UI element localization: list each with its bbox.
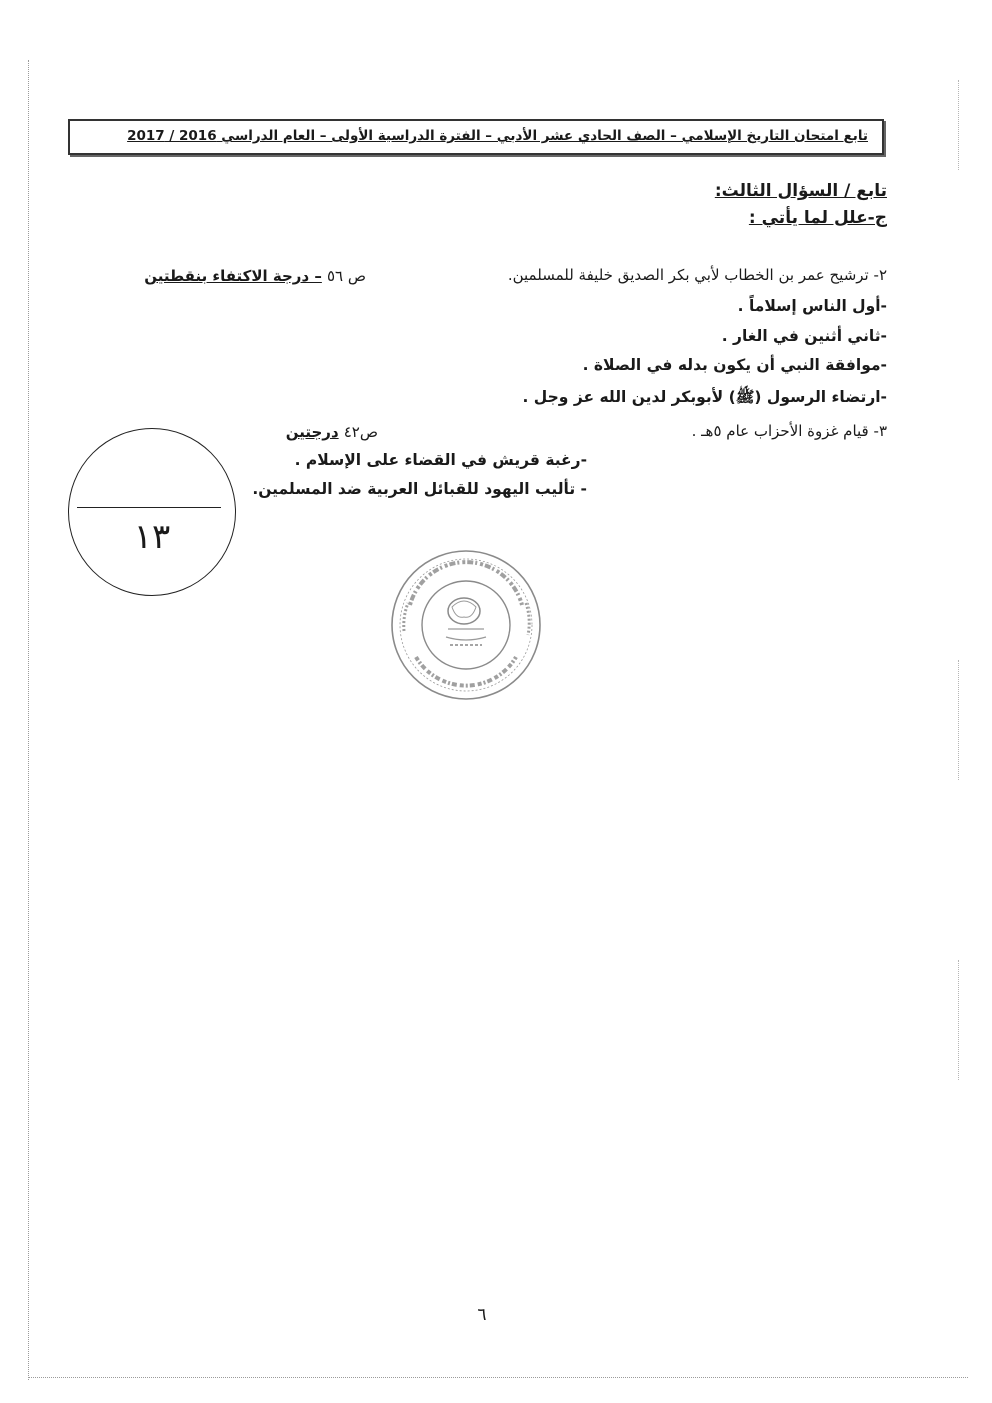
item-2-point-4: -ارتضاء الرسول (ﷺ) لأبوبكر لدين الله عز وجل . (522, 388, 887, 406)
item-2-ref-row (144, 266, 366, 285)
item-2-page-ref: ص ٥٦ (326, 267, 366, 285)
item-2-point-2: -ثاني أثنين في الغار . (721, 327, 887, 345)
score-value: ١٣ (133, 517, 171, 557)
score-divider (77, 507, 221, 508)
exam-header-title: تابع امتحان التاريخ الإسلامي – الصف الحادي عشر الأدبي – الفترة الدراسية الأولى – العام الدراسي 2016 / 2017 (127, 128, 868, 144)
scan-mark-right-1 (958, 80, 959, 170)
scan-border-bottom (28, 1377, 968, 1378)
item-3-point-2: - تأليب اليهود للقبائل العربية ضد المسلمين. (252, 480, 587, 498)
exam-header-box (68, 119, 884, 155)
item-2-point-1: -أول الناس إسلاماً . (737, 297, 887, 315)
question-title: تابع / السؤال الثالث: (714, 181, 887, 201)
item-2-number: ٢- (873, 266, 887, 284)
item-2-text: ترشيح عمر بن الخطاب لأبي بكر الصديق خليفة للمسلمين. (507, 266, 869, 284)
item-2-point-3: -موافقة النبي أن يكون بدله في الصلاة . (582, 356, 887, 374)
item-3-text: قيام غزوة الأحزاب عام ٥هـ . (691, 422, 869, 440)
score-circle (68, 428, 236, 596)
scan-mark-right-2 (958, 660, 959, 780)
question-subtitle: ج-علل لما يأتي : (748, 208, 887, 228)
item-3-number: ٣- (873, 422, 887, 440)
item-3-ref-row (286, 422, 378, 441)
scan-border-left (28, 60, 29, 1380)
item-3-point-1: -رغبة قريش في القضاء على الإسلام . (294, 451, 587, 469)
item-3-grade: درجتين (285, 423, 339, 441)
item-2-grade: – درجة الاكتفاء بنقطتين (144, 267, 322, 285)
item-2-row (508, 266, 887, 284)
item-3-row (692, 422, 887, 440)
page-number: ٦ (477, 1305, 487, 1325)
school-seal-stamp (386, 545, 546, 705)
item-3-page-ref: ص٤٢ (343, 423, 378, 441)
scan-mark-right-3 (958, 960, 959, 1080)
